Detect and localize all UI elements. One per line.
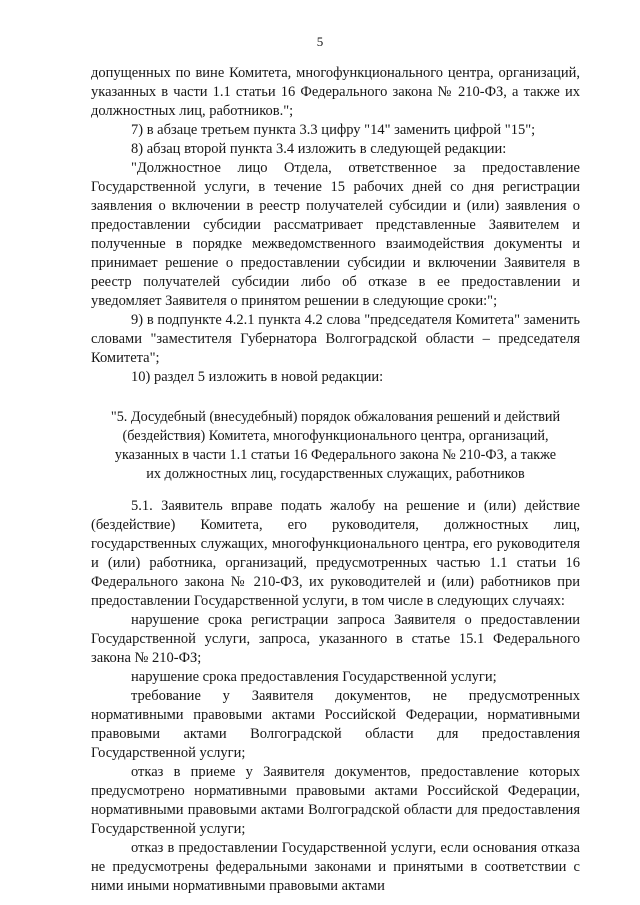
paragraph: 5.1. Заявитель вправе подать жалобу на решение и (или) действие (бездействие) Комитета, его руководителя, должностных лиц, государственных служащих, многофункционального центра, его руководителя и (или) работника, организаций, предусмотренных частью 1.1 статьи 16 Федерального закона № 210-ФЗ, их руководителей и (или) работников при предоставлении Государственной услуги, в том числе в следующих случаях:	[91, 498, 580, 609]
list-item: требование у Заявителя документов, не предусмотренных нормативными правовыми актами Российской Федерации, нормативными правовыми актами Волгоградской области для предоставления Государственной услуги;	[91, 688, 580, 761]
section-heading	[91, 408, 580, 484]
paragraph: 8) абзац второй пункта 3.4 изложить в следующей редакции:	[131, 141, 507, 157]
section-heading-line: указанных в части 1.1 статьи 16 Федерального закона № 210-ФЗ, а также	[114, 447, 557, 463]
paragraph: 10) раздел 5 изложить в новой редакции:	[131, 369, 384, 385]
section-heading-line: их должностных лиц, государственных служащих, работников	[146, 466, 525, 482]
paragraph: "Должностное лицо Отдела, ответственное за предоставление Государственной услуги, в течение 15 рабочих дней со дня регистрации заявления о включении в реестр получателей субсидии и (или) заявления о предоставлении субсидии рассматривает представленные Заявителем и полученные в порядке межведомственного взаимодействия документы и принимает решение о предоставлении субсидии и включении Заявителя в реестр получателей субсидии либо об отказе в ее предоставлении и уведомляет Заявителя о принятом решении в следующие сроки:";	[91, 160, 580, 309]
section-heading-line: "5. Досудебный (внесудебный) порядок обжалования решений и действий	[110, 409, 561, 425]
list-item: нарушение срока регистрации запроса Заявителя о предоставлении Государственной услуги, запроса, указанного в статье 15.1 Федерального закона № 210-ФЗ;	[91, 612, 580, 666]
paragraph: 9) в подпункте 4.2.1 пункта 4.2 слова "председателя Комитета" заменить словами "заместителя Губернатора Волгоградской области – председателя Комитета";	[91, 312, 580, 366]
paragraph: 7) в абзаце третьем пункта 3.3 цифру "14" заменить цифрой "15";	[131, 122, 536, 138]
list-item: отказ в приеме у Заявителя документов, предоставление которых предусмотрено нормативными правовыми актами Российской Федерации, нормативными правовыми актами Волгоградской области для предоставления Государственной услуги;	[91, 764, 580, 837]
page-number: 5	[316, 34, 324, 49]
list-item: отказ в предоставлении Государственной услуги, если основания отказа не предусмотрены федеральными законами и принятыми в соответствии с ними иными нормативными правовыми актами	[91, 840, 580, 894]
document-body	[91, 64, 580, 896]
list-item: нарушение срока предоставления Государственной услуги;	[131, 669, 497, 685]
paragraph: допущенных по вине Комитета, многофункционального центра, организаций, указанных в части 1.1 статьи 16 Федерального закона № 210-ФЗ, а также их должностных лиц, работников.";	[91, 65, 580, 119]
section-heading-line: (бездействия) Комитета, многофункционального центра, организаций,	[122, 428, 549, 444]
